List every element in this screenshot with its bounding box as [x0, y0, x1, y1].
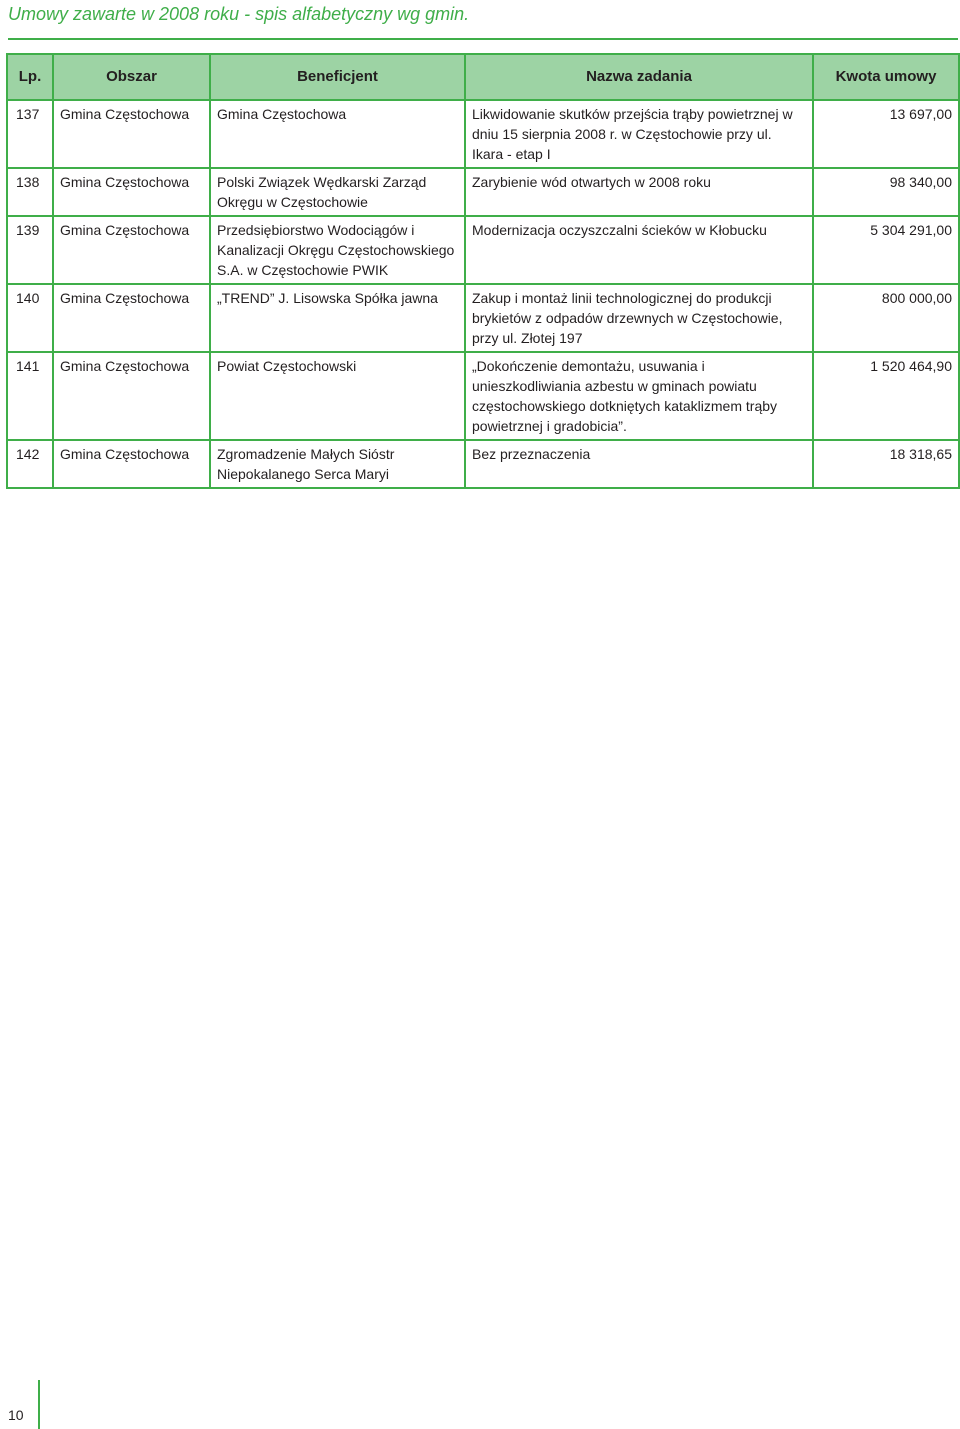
cell-beneficjent: „TREND” J. Lisowska Spółka jawna: [210, 284, 465, 352]
cell-kwota-umowy: 800 000,00: [813, 284, 959, 352]
cell-nazwa-zadania: Likwidowanie skutków przejścia trąby powietrznej w dniu 15 sierpnia 2008 r. w Częstochowie przy ul. Ikara - etap I: [465, 100, 813, 168]
page-title: Umowy zawarte w 2008 roku - spis alfabetyczny wg gmin.: [8, 4, 470, 24]
cell-obszar: Gmina Częstochowa: [53, 100, 210, 168]
table-header-row: [7, 54, 959, 100]
column-header-lp: Lp.: [7, 54, 53, 100]
cell-obszar: Gmina Częstochowa: [53, 284, 210, 352]
table-row: [7, 100, 959, 168]
cell-obszar: Gmina Częstochowa: [53, 168, 210, 216]
column-header-nazwa-zadania: Nazwa zadania: [465, 54, 813, 100]
cell-beneficjent: Przedsiębiorstwo Wodociągów i Kanalizacji Okręgu Częstochowskiego S.A. w Częstochowie PWIK: [210, 216, 465, 284]
cell-beneficjent: Powiat Częstochowski: [210, 352, 465, 440]
cell-nazwa-zadania: Modernizacja oczyszczalni ścieków w Kłobucku: [465, 216, 813, 284]
page-number: 10: [8, 1407, 24, 1423]
column-header-beneficjent: Beneficjent: [210, 54, 465, 100]
cell-nazwa-zadania: Zakup i montaż linii technologicznej do produkcji brykietów z odpadów drzewnych w Częstochowie, przy ul. Złotej 197: [465, 284, 813, 352]
cell-kwota-umowy: 1 520 464,90: [813, 352, 959, 440]
cell-lp: 141: [7, 352, 53, 440]
cell-lp: 137: [7, 100, 53, 168]
cell-beneficjent: Polski Związek Wędkarski Zarząd Okręgu w Częstochowie: [210, 168, 465, 216]
table-row: [7, 216, 959, 284]
table-row: [7, 440, 959, 488]
cell-nazwa-zadania: „Dokończenie demontażu, usuwania i unieszkodliwiania azbestu w gminach powiatu częstochowskiego dotkniętych kataklizmem trąby powietrznej i gradobicia”.: [465, 352, 813, 440]
cell-beneficjent: Gmina Częstochowa: [210, 100, 465, 168]
cell-obszar: Gmina Częstochowa: [53, 440, 210, 488]
cell-obszar: Gmina Częstochowa: [53, 352, 210, 440]
cell-kwota-umowy: 18 318,65: [813, 440, 959, 488]
cell-nazwa-zadania: Bez przeznaczenia: [465, 440, 813, 488]
contracts-table: [6, 53, 960, 489]
cell-kwota-umowy: 13 697,00: [813, 100, 959, 168]
cell-lp: 138: [7, 168, 53, 216]
cell-obszar: Gmina Częstochowa: [53, 216, 210, 284]
table-row: [7, 284, 959, 352]
cell-lp: 142: [7, 440, 53, 488]
cell-nazwa-zadania: Zarybienie wód otwartych w 2008 roku: [465, 168, 813, 216]
cell-kwota-umowy: 98 340,00: [813, 168, 959, 216]
footer-divider: [38, 1380, 40, 1429]
table-row: [7, 168, 959, 216]
cell-kwota-umowy: 5 304 291,00: [813, 216, 959, 284]
column-header-obszar: Obszar: [53, 54, 210, 100]
title-divider: [8, 38, 958, 40]
cell-lp: 140: [7, 284, 53, 352]
table-row: [7, 352, 959, 440]
cell-lp: 139: [7, 216, 53, 284]
cell-beneficjent: Zgromadzenie Małych Sióstr Niepokalanego Serca Maryi: [210, 440, 465, 488]
column-header-kwota-umowy: Kwota umowy: [813, 54, 959, 100]
